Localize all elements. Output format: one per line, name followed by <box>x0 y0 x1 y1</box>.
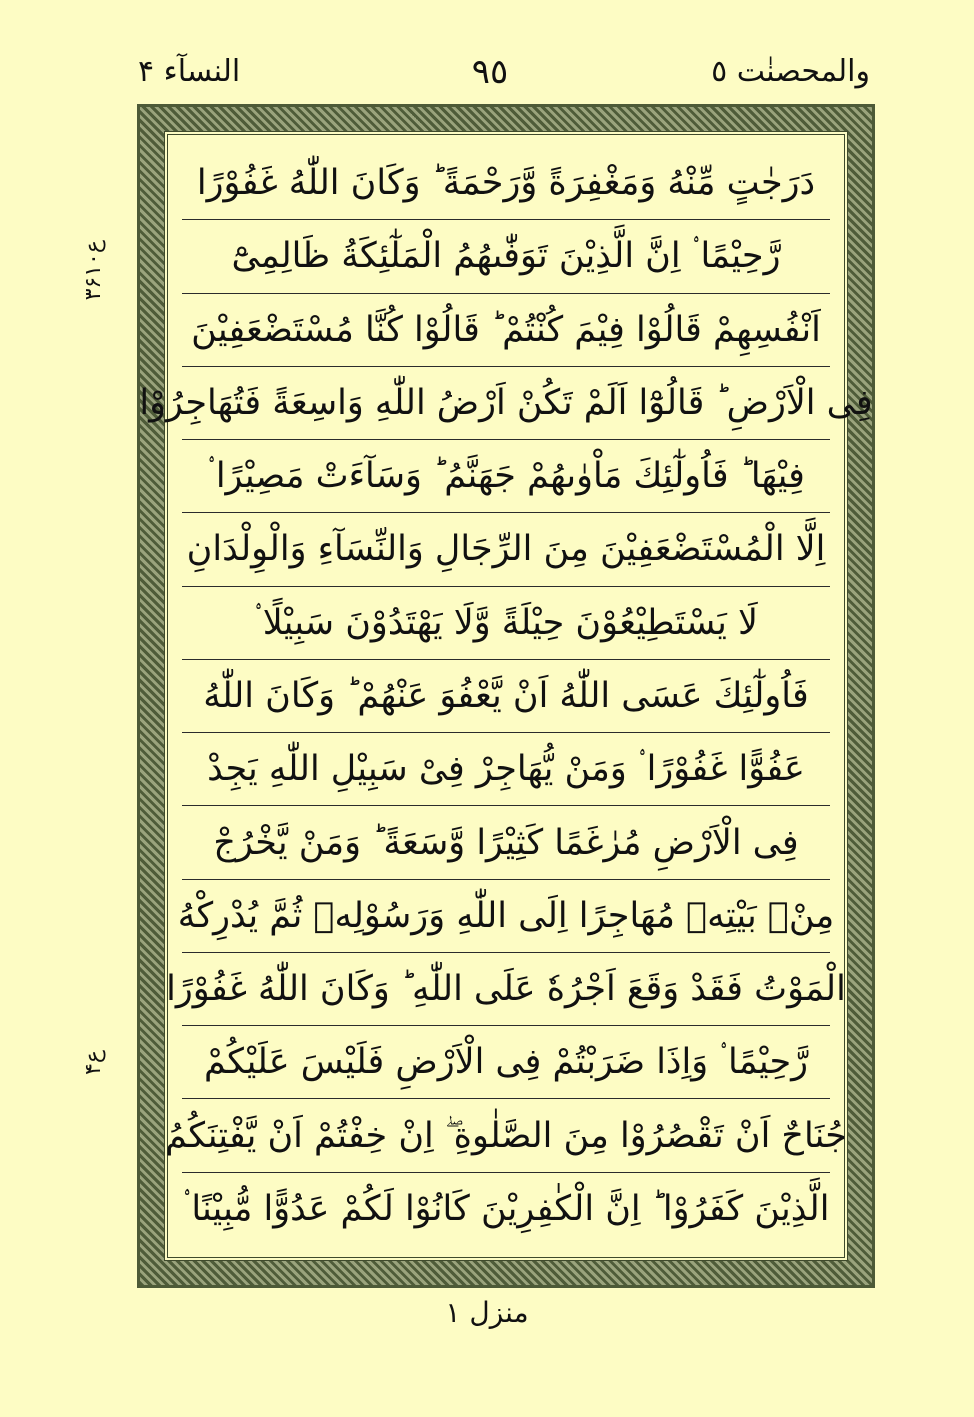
verse-line: اَنْفُسِهِمْ قَالُوْا فِيْمَ كُنْتُمْ ؕ قَالُوْا كُنَّا مُسْتَضْعَفِيْنَ <box>182 294 830 367</box>
verse-line: لَا يَسْتَطِيْعُوْنَ حِيْلَةً وَّلَا يَهْتَدُوْنَ سَبِيْلًا ۟ <box>182 587 830 660</box>
margin-ruku-marker: ع۴ <box>81 1050 106 1075</box>
verse-lines <box>139 147 873 1245</box>
verse-line: فِيْهَا ؕ فَاُولٰٓئِكَ مَاْوٰىهُمْ جَهَنَّمُ ؕ وَسَآءَتْ مَصِيْرًا ۟ <box>182 440 830 513</box>
verse-line: عَفُوًّا غَفُوْرًا ۟ وَمَنْ يُّهَاجِرْ فِىْ سَبِيْلِ اللّٰهِ يَجِدْ <box>182 733 830 806</box>
verse-line: مِنْۢ بَيْتِهٖ مُهَاجِرًا اِلَى اللّٰهِ وَرَسُوْلِهٖ ثُمَّ يُدْرِكْهُ <box>182 880 830 953</box>
verse-line: دَرَجٰتٍ مِّنْهُ وَمَغْفِرَةً وَّرَحْمَةً ؕ وَكَانَ اللّٰهُ غَفُوْرًا <box>182 147 830 220</box>
verse-line: فَاُولٰٓئِكَ عَسَى اللّٰهُ اَنْ يَّعْفُوَ عَنْهُمْ ؕ وَكَانَ اللّٰهُ <box>182 660 830 733</box>
manzil-footer: منزل ۱ <box>445 1296 529 1329</box>
verse-line: فِى الْاَرْضِ ؕ قَالُوْٓا اَلَمْ تَكُنْ اَرْضُ اللّٰهِ وَاسِعَةً فَتُهَاجِرُوْا <box>182 367 830 440</box>
verse-line: فِى الْاَرْضِ مُرٰغَمًا كَثِيْرًا وَّسَعَةً ؕ وَمَنْ يَّخْرُجْ <box>182 806 830 879</box>
verse-line: الْمَوْتُ فَقَدْ وَقَعَ اَجْرُهٗ عَلَى اللّٰهِ ؕ وَكَانَ اللّٰهُ غَفُوْرًا <box>182 953 830 1026</box>
margin-ruku-marker: ۳۶ع۱۰ <box>81 240 106 301</box>
ornamental-border <box>137 104 875 1288</box>
verse-line: اِلَّا الْمُسْتَضْعَفِيْنَ مِنَ الرِّجَالِ وَالنِّسَآءِ وَالْوِلْدَانِ <box>182 513 830 586</box>
header-surah-name: النسآء ۴ <box>138 54 241 89</box>
verse-line: رَّحِيْمًا ۟ وَاِذَا ضَرَبْتُمْ فِى الْاَرْضِ فَلَيْسَ عَلَيْكُمْ <box>182 1026 830 1099</box>
verse-line: رَّحِيْمًا ۟ اِنَّ الَّذِيْنَ تَوَفّٰىهُمُ الْمَلٰٓئِكَةُ ظَالِمِىْٓ <box>182 220 830 293</box>
verse-line: جُنَاحٌ اَنْ تَقْصُرُوْا مِنَ الصَّلٰوةِ ۖ اِنْ خِفْتُمْ اَنْ يَّفْتِنَكُمُ <box>182 1099 830 1172</box>
header-juz-name: والمحصنٰت ٥ <box>711 54 870 89</box>
page-number: ٩٥ <box>471 52 509 92</box>
verse-line: الَّذِيْنَ كَفَرُوْا ؕ اِنَّ الْكٰفِرِيْنَ كَانُوْا لَكُمْ عَدُوًّا مُّبِيْنًا ۟ <box>182 1188 830 1229</box>
text-panel <box>139 131 873 1261</box>
